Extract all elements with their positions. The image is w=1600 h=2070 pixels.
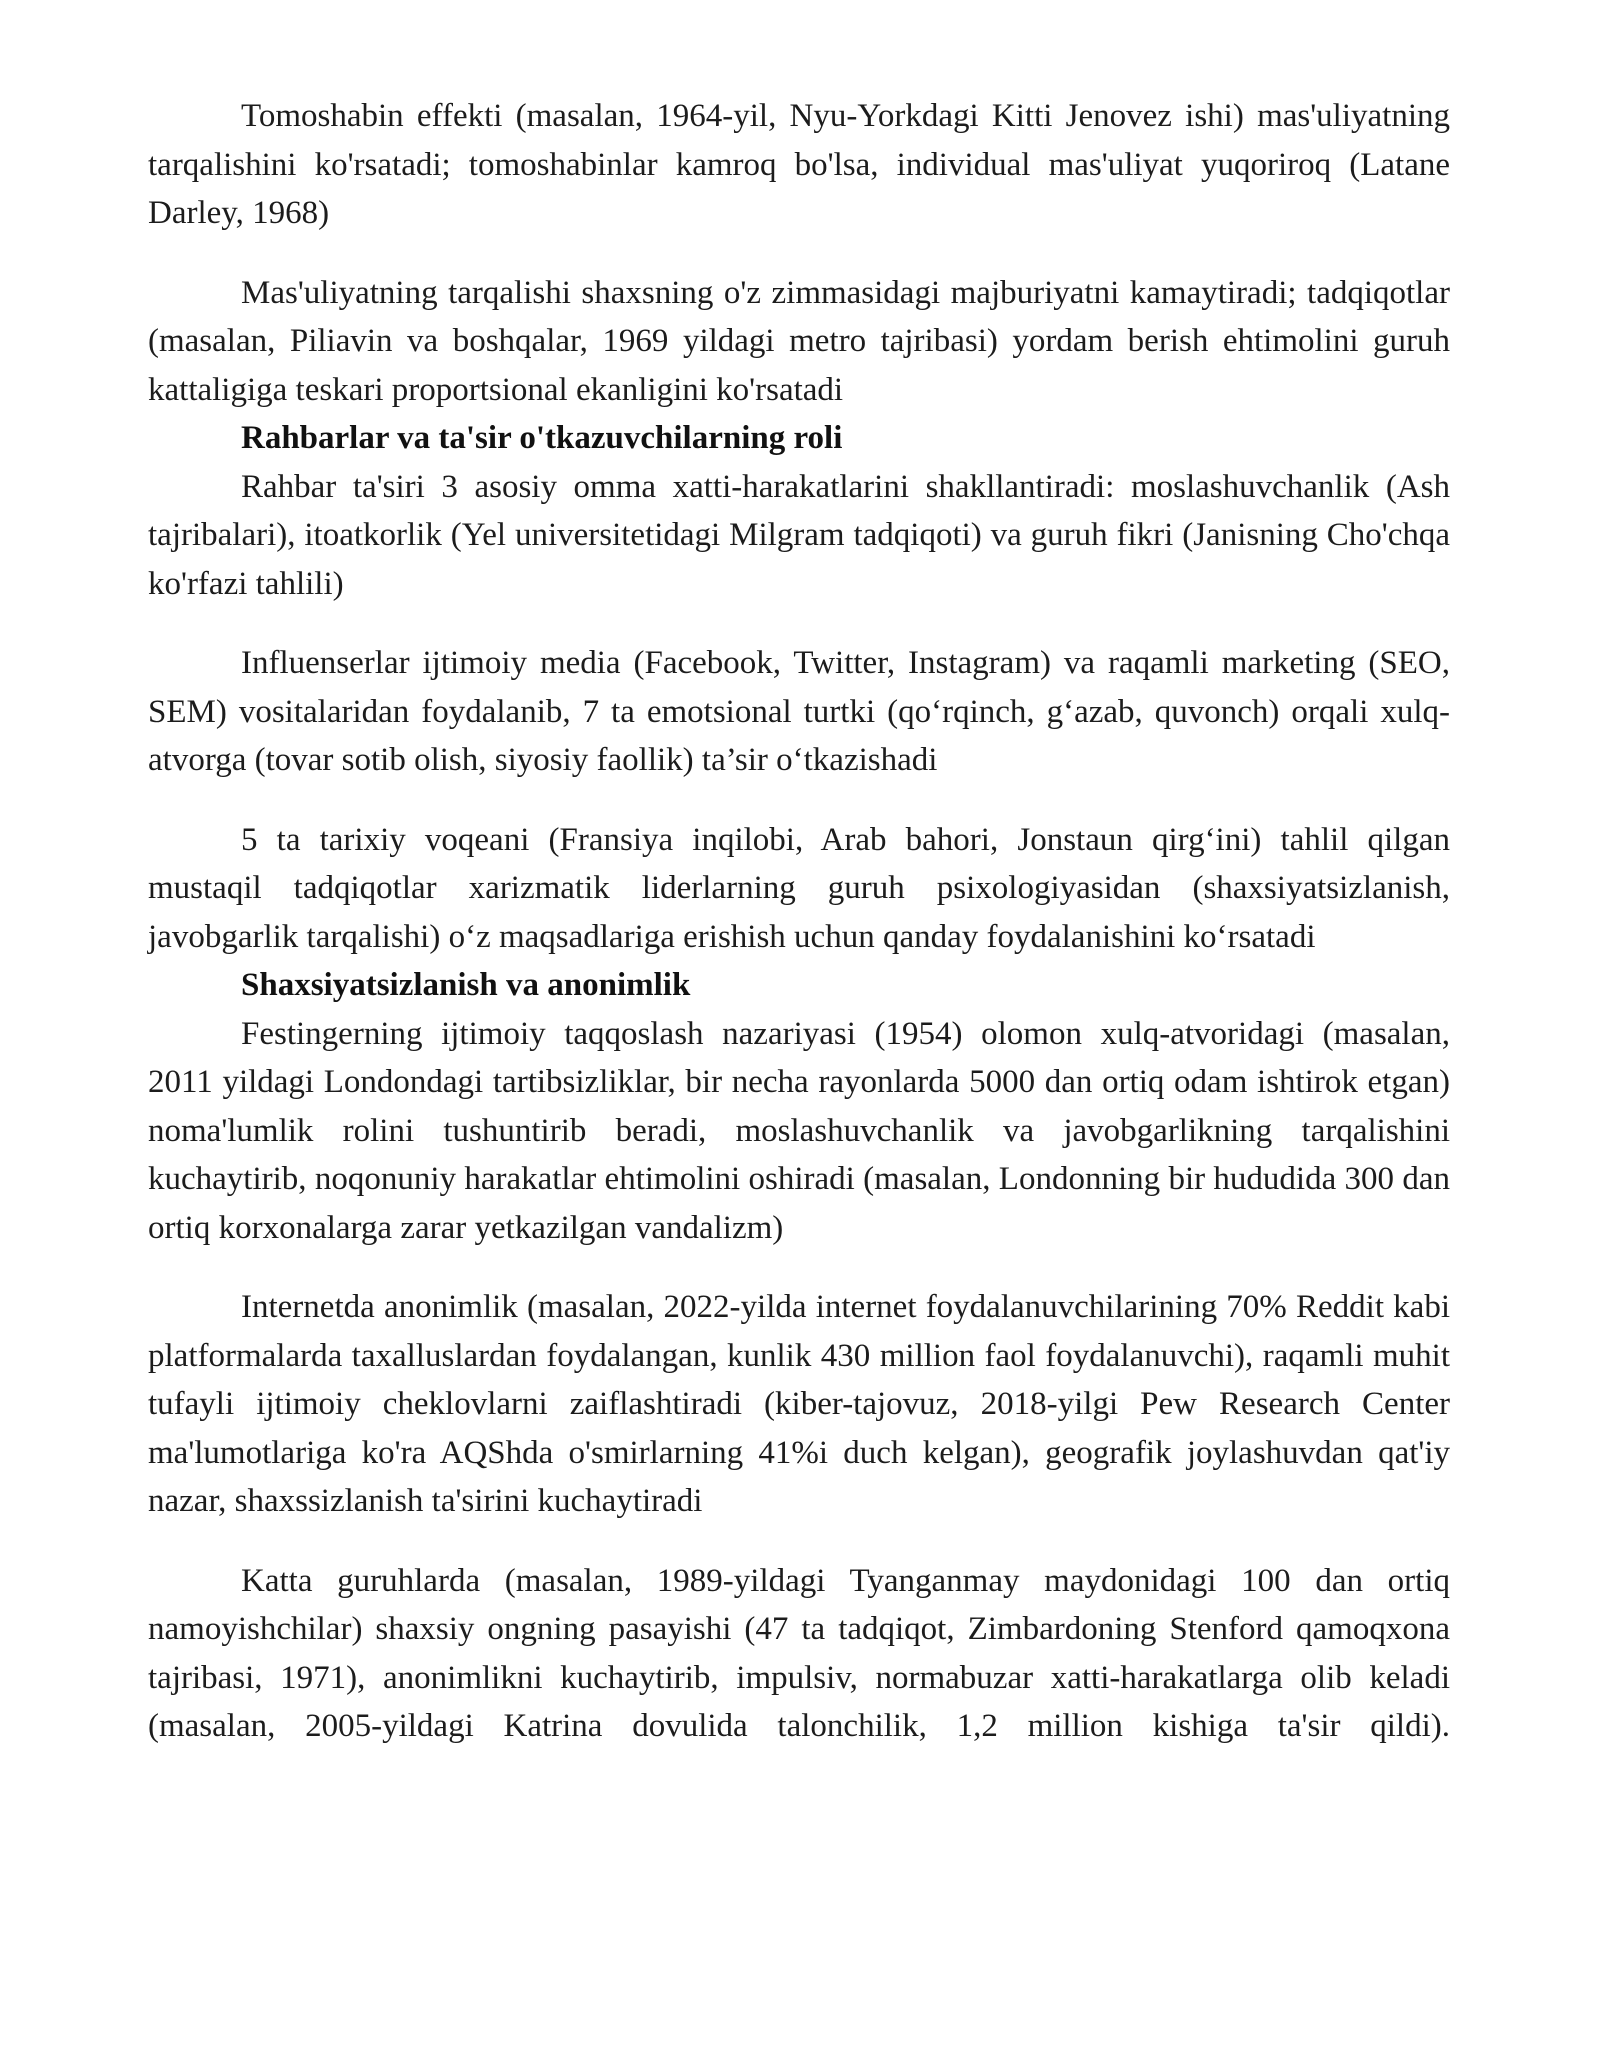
paragraph-influencers: Influenserlar ijtimoiy media (Facebook, Twitter, Instagram) va raqamli marketing (SEO, SEM) vositalaridan foydalanib, 7 ta emotsional turtki (qo‘rqinch, g‘azab, quvonch) orqali xulq-atvorga (tovar sotib olish, siyosiy faollik) ta’sir o‘tkazishadi — [148, 645, 1450, 778]
paragraph-historical-events: 5 ta tarixiy voqeani (Fransiya inqilobi, Arab bahori, Jonstaun qirg‘ini) tahlil qilgan mustaqil tadqiqotlar xarizmatik liderlarning guruh psixologiyasidan (shaxsiyatsizlanish, javobgarlik tarqalishi) o‘z maqsadlariga erishish uchun qanday foydalanishini ko‘rsatadi — [148, 821, 1450, 955]
paragraph-diffusion-of-responsibility: Mas'uliyatning tarqalishi shaxsning o'z zimmasidagi majburiyatni kamaytiradi; tadqiqotlar (masalan, Piliavin va boshqalar, 1969 yildagi metro tajribasi) yordam berish ehtimolini guruh kattaligiga teskari proportsional ekanligini ko'rsatadi — [148, 274, 1450, 408]
section-heading-leaders: Rahbarlar va ta'sir o'tkazuvchilarning roli — [241, 420, 843, 456]
paragraph-internet-anonymity: Internetda anonimlik (masalan, 2022-yilda internet foydalanuvchilarining 70% Reddit kabi platformalarda taxalluslardan foydalangan, kunlik 430 million faol foydalanuvchi), raqamli muhit tufayli ijtimoiy cheklovlarni zaiflashtiradi (kiber-tajovuz, 2018-yilgi Pew Research Center ma'lumotlariga ko'ra AQShda o'smirlarning 41%i duch kelgan), geografik joylashuvdan qat'iy nazar, shaxssizlanish ta'sirini kuchaytiradi — [148, 1289, 1450, 1519]
document-page — [148, 92, 1450, 1751]
paragraph-bystander-effect: Tomoshabin effekti (masalan, 1964-yil, Nyu-Yorkdagi Kitti Jenovez ishi) mas'uliyatning tarqalishini ko'rsatadi; tomoshabinlar kamroq bo'lsa, individual mas'uliyat yuqoriroq (Latane Darley, 1968) — [148, 98, 1450, 231]
section-heading-deindividuation: Shaxsiyatsizlanish va anonimlik — [241, 967, 691, 1003]
paragraph-large-groups: Katta guruhlarda (masalan, 1989-yildagi Tyanganmay maydonidagi 100 dan ortiq namoyishchilar) shaxsiy ongning pasayishi (47 ta tadqiqot, Zimbardoning Stenford qamoqxona tajribasi, 1971), anonimlikni kuchaytirib, impulsiv, normabuzar xatti-harakatlarga olib keladi (masalan, 2005-yildagi Katrina dovulida talonchilik, 1,2 million kishiga ta'sir qildi). — [148, 1562, 1450, 1744]
paragraph-festinger-theory: Festingerning ijtimoiy taqqoslash nazariyasi (1954) olomon xulq-atvoridagi (masalan, 2011 yildagi Londondagi tartibsizliklar, bir necha rayonlarda 5000 dan ortiq odam ishtirok etgan) noma'lumlik rolini tushuntirib beradi, moslashuvchanlik va javobgarlikning tarqalishini kuchaytirib, noqonuniy harakatlar ehtimolini oshiradi (masalan, Londonning bir hududida 300 dan ortiq korxonalarga zarar yetkazilgan vandalizm) — [148, 1015, 1450, 1246]
paragraph-leader-influence: Rahbar ta'siri 3 asosiy omma xatti-harakatlarini shakllantiradi: moslashuvchanlik (Ash tajribalari), itoatkorlik (Yel universitetidagi Milgram tadqiqoti) va guruh fikri (Janisning Cho'chqa ko'rfazi tahlili) — [148, 468, 1450, 602]
